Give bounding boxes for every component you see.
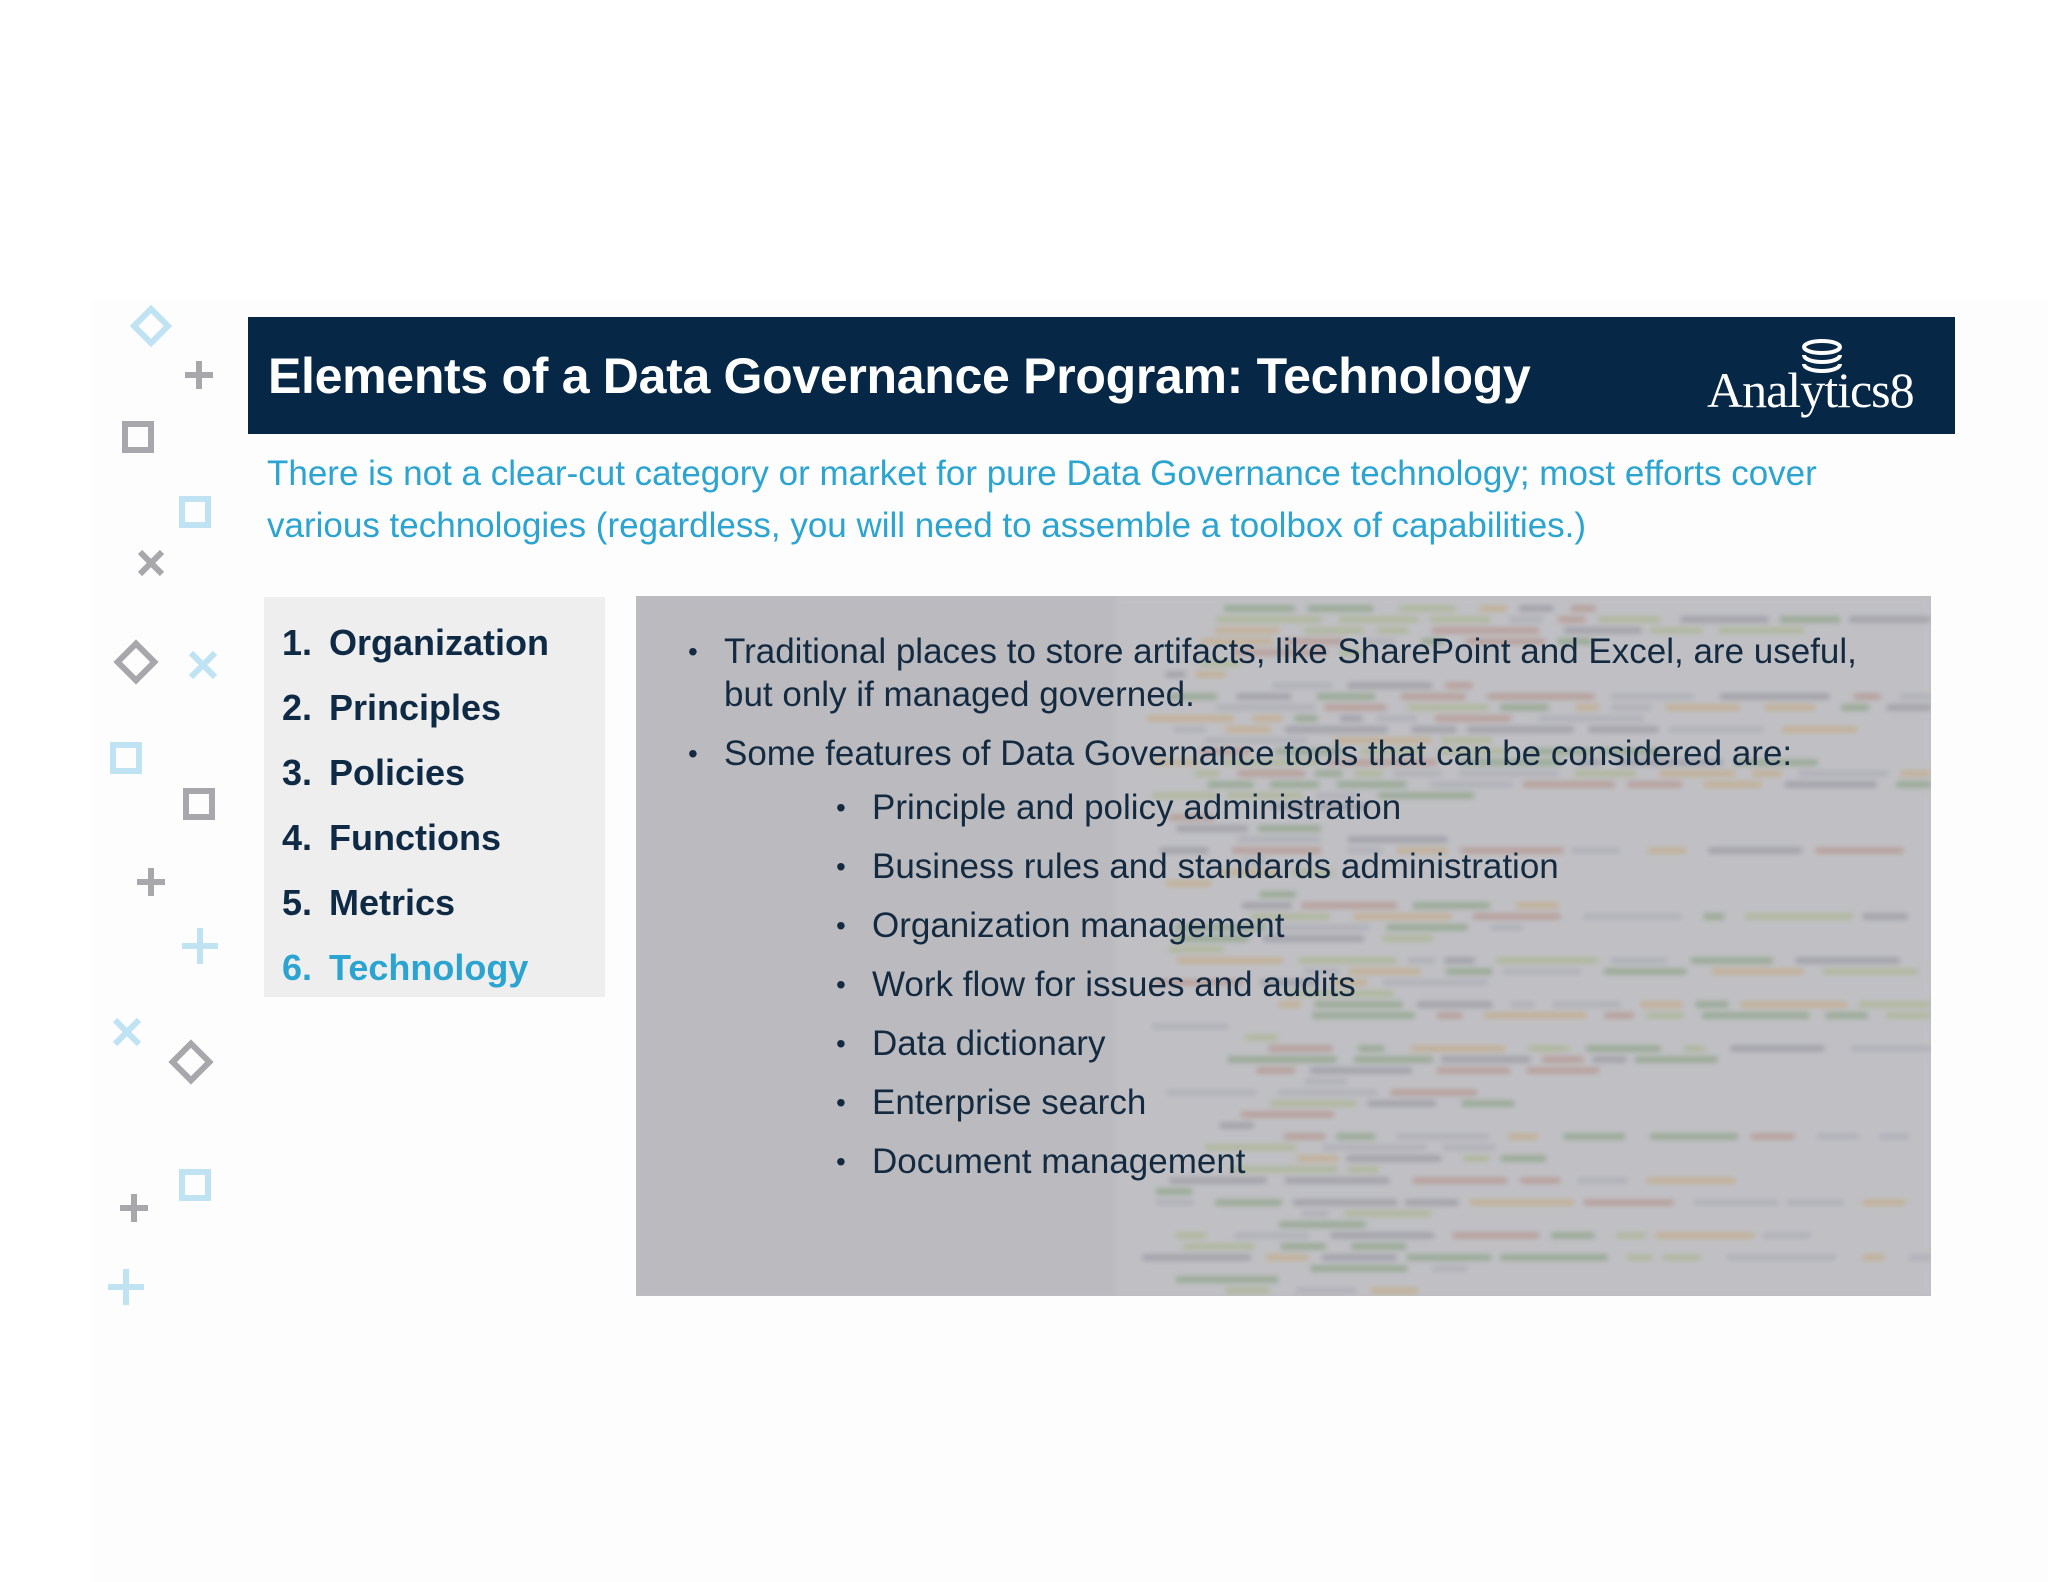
code-streak bbox=[1640, 1002, 1682, 1007]
program-elements-list bbox=[264, 597, 605, 997]
slide-subtitle: There is not a clear-cut category or market for pure Data Governance technology; most efforts cover various technologies (regardless, you will need to assemble a toolbox of capabilities.) bbox=[267, 454, 1817, 545]
slide-title: Elements of a Data Governance Program: Technology bbox=[268, 348, 1531, 404]
element-item-functions bbox=[282, 805, 605, 870]
code-streak bbox=[1551, 1233, 1594, 1238]
code-streak bbox=[1407, 1255, 1491, 1260]
code-streak bbox=[1780, 617, 1841, 622]
title-bar bbox=[248, 317, 1955, 434]
decorative-diamond-icon bbox=[166, 1037, 216, 1087]
code-streak bbox=[1344, 1211, 1431, 1216]
code-streak bbox=[1708, 848, 1801, 853]
code-streak bbox=[1817, 1134, 1858, 1139]
code-streak bbox=[1627, 1255, 1652, 1260]
element-number: 2. bbox=[282, 686, 313, 728]
code-streak bbox=[1310, 1266, 1407, 1271]
code-streak bbox=[1751, 1134, 1795, 1139]
code-streak bbox=[1823, 969, 1919, 974]
element-item-organization bbox=[282, 610, 605, 675]
decorative-square-icon bbox=[109, 741, 143, 775]
code-streak bbox=[1885, 1013, 1931, 1018]
code-streak bbox=[1572, 848, 1620, 853]
code-streak bbox=[1509, 617, 1543, 622]
code-streak bbox=[1571, 606, 1596, 611]
code-streak bbox=[1216, 617, 1322, 622]
code-streak bbox=[1322, 1255, 1397, 1260]
code-streak bbox=[1787, 1200, 1844, 1205]
code-streak bbox=[1564, 1134, 1626, 1139]
code-streak bbox=[1879, 1134, 1909, 1139]
code-streak bbox=[1479, 606, 1506, 611]
feature-item: • Document management bbox=[836, 1140, 1559, 1199]
code-streak bbox=[1604, 969, 1686, 974]
code-streak bbox=[1849, 617, 1930, 622]
code-streak bbox=[1553, 1002, 1622, 1007]
code-streak bbox=[1432, 1266, 1467, 1271]
code-streak bbox=[1727, 1255, 1836, 1260]
code-streak bbox=[1691, 958, 1773, 963]
code-streak bbox=[1338, 617, 1418, 622]
code-streak bbox=[1862, 1255, 1884, 1260]
decorative-plus-icon bbox=[104, 1265, 148, 1309]
bullet-item: • Traditional places to store artifacts, like SharePoint and Excel, are useful, but only if managed governed. bbox=[688, 630, 1908, 716]
logo-wordmark: Analytics8 bbox=[1707, 362, 1914, 418]
feature-list bbox=[836, 786, 1559, 1199]
element-label: Metrics bbox=[329, 881, 456, 923]
element-label: Policies bbox=[329, 751, 466, 793]
element-label: Organization bbox=[329, 621, 550, 663]
code-streak bbox=[1610, 958, 1667, 963]
decorative-diamond-icon bbox=[111, 637, 161, 687]
code-streak bbox=[1711, 969, 1803, 974]
code-streak bbox=[1704, 914, 1724, 919]
decorative-square-icon bbox=[182, 787, 216, 821]
code-streak bbox=[1702, 1013, 1809, 1018]
code-streak bbox=[1731, 1046, 1825, 1051]
element-item-policies bbox=[282, 740, 605, 805]
decorative-x-icon bbox=[185, 647, 221, 683]
code-streak bbox=[1616, 1233, 1646, 1238]
element-number: 3. bbox=[282, 751, 313, 793]
code-streak bbox=[1593, 1057, 1627, 1062]
code-streak bbox=[1646, 1013, 1684, 1018]
code-streak bbox=[1684, 1046, 1706, 1051]
code-streak bbox=[1371, 1288, 1418, 1293]
feature-item: • Work flow for issues and audits bbox=[836, 963, 1559, 1022]
code-streak bbox=[1681, 617, 1769, 622]
decorative-square-icon bbox=[178, 1168, 212, 1202]
decorative-plus-icon bbox=[181, 357, 217, 393]
code-streak bbox=[1430, 617, 1490, 622]
code-streak bbox=[1519, 606, 1553, 611]
code-streak bbox=[1745, 914, 1854, 919]
code-streak bbox=[1405, 1200, 1458, 1205]
element-label: Technology bbox=[329, 946, 529, 988]
code-streak bbox=[1308, 606, 1374, 611]
code-streak bbox=[1183, 1244, 1255, 1249]
code-streak bbox=[1586, 1046, 1661, 1051]
code-streak bbox=[1816, 848, 1904, 853]
element-number: 6. bbox=[282, 946, 313, 988]
code-streak bbox=[1176, 1277, 1278, 1282]
code-streak bbox=[1584, 1200, 1674, 1205]
code-streak bbox=[1281, 1244, 1326, 1249]
analytics8-logo bbox=[1707, 339, 1917, 421]
code-streak bbox=[1863, 1200, 1905, 1205]
code-streak bbox=[1156, 1200, 1194, 1205]
feature-item: • Enterprise search bbox=[836, 1081, 1559, 1140]
code-streak bbox=[1863, 914, 1908, 919]
code-streak bbox=[1296, 1288, 1356, 1293]
feature-item: • Principle and policy administration bbox=[836, 786, 1559, 845]
code-streak bbox=[1741, 1002, 1847, 1007]
code-streak bbox=[1293, 1200, 1397, 1205]
feature-item: • Business rules and standards administration bbox=[836, 845, 1559, 904]
code-streak bbox=[1500, 1255, 1607, 1260]
code-streak bbox=[1763, 1233, 1811, 1238]
element-item-principles bbox=[282, 675, 605, 740]
code-streak bbox=[1598, 617, 1660, 622]
code-streak bbox=[1650, 1134, 1738, 1139]
decorative-diamond-icon bbox=[128, 303, 174, 349]
feature-item: • Data dictionary bbox=[836, 1022, 1559, 1081]
code-streak bbox=[1647, 1178, 1736, 1183]
code-streak bbox=[1694, 1200, 1779, 1205]
decorative-plus-icon bbox=[133, 864, 169, 900]
code-streak bbox=[1851, 1046, 1931, 1051]
element-number: 5. bbox=[282, 881, 313, 923]
code-streak bbox=[1176, 1233, 1207, 1238]
code-streak bbox=[1605, 1013, 1634, 1018]
code-streak bbox=[1578, 1178, 1628, 1183]
code-streak bbox=[1399, 606, 1456, 611]
code-streak bbox=[1696, 1002, 1729, 1007]
code-streak bbox=[1859, 1002, 1931, 1007]
technology-details-panel bbox=[636, 596, 1931, 1296]
code-streak bbox=[1279, 1222, 1365, 1227]
code-streak bbox=[1583, 914, 1682, 919]
code-streak bbox=[1648, 848, 1687, 853]
code-streak bbox=[1224, 606, 1294, 611]
code-streak bbox=[1225, 1288, 1269, 1293]
feature-item: • Organization management bbox=[836, 904, 1559, 963]
decorative-x-icon bbox=[109, 1014, 145, 1050]
code-streak bbox=[1351, 1244, 1406, 1249]
code-streak bbox=[1558, 617, 1585, 622]
decorative-x-icon bbox=[134, 546, 168, 580]
code-streak bbox=[1234, 1233, 1309, 1238]
element-label: Principles bbox=[329, 686, 502, 728]
decorative-square-icon bbox=[178, 495, 212, 529]
code-streak bbox=[1635, 1057, 1718, 1062]
decorative-plus-icon bbox=[178, 924, 222, 968]
code-streak bbox=[1215, 1200, 1281, 1205]
element-item-technology bbox=[282, 935, 605, 1000]
bullet-list bbox=[688, 630, 1908, 791]
code-streak bbox=[1142, 1255, 1250, 1260]
code-streak bbox=[1825, 1013, 1867, 1018]
code-streak bbox=[1266, 1255, 1308, 1260]
element-number: 4. bbox=[282, 816, 313, 858]
code-streak bbox=[1663, 1255, 1700, 1260]
element-item-metrics bbox=[282, 870, 605, 935]
code-streak bbox=[1470, 1200, 1573, 1205]
bullet-item: • Some features of Data Governance tools that can be considered are: bbox=[688, 732, 1908, 775]
code-streak bbox=[1453, 1233, 1539, 1238]
code-streak bbox=[1909, 1255, 1931, 1260]
decorative-square-icon bbox=[121, 420, 155, 454]
element-number: 1. bbox=[282, 621, 313, 663]
program-elements bbox=[264, 597, 605, 1000]
code-streak bbox=[1656, 1233, 1755, 1238]
code-streak bbox=[1796, 958, 1900, 963]
code-streak bbox=[1302, 1211, 1330, 1216]
code-streak bbox=[1331, 1233, 1434, 1238]
decorative-plus-icon bbox=[116, 1190, 152, 1226]
element-label: Functions bbox=[329, 816, 501, 858]
